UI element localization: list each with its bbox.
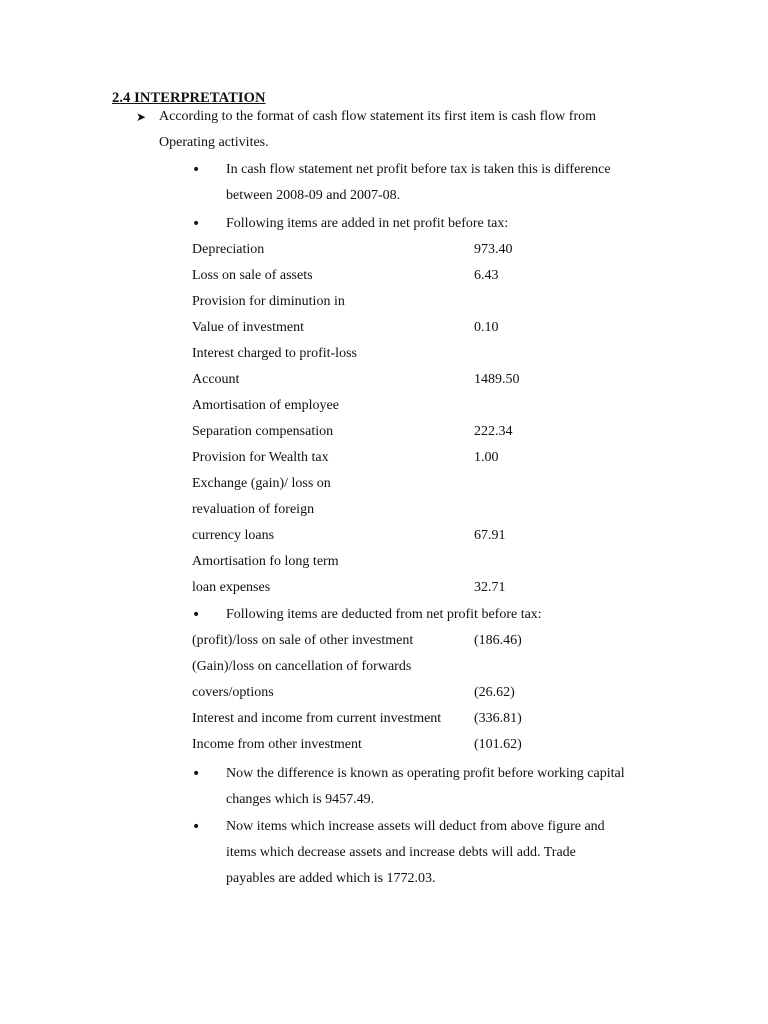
added-item-label: Separation compensation bbox=[192, 424, 334, 439]
bullet-4-line-1: Now the difference is known as operating profit before working capital bbox=[226, 766, 625, 781]
bullet-5-line-1: Now items which increase assets will deduct from above figure and bbox=[226, 819, 605, 834]
deducted-item-amount: (101.62) bbox=[474, 737, 522, 752]
bullet-2-text: Following items are added in net profit before tax: bbox=[226, 216, 509, 231]
added-item-amount: 67.91 bbox=[474, 528, 506, 543]
added-item-label: Amortisation of employee bbox=[192, 398, 339, 413]
intro-line-1: According to the format of cash flow statement its first item is cash flow from bbox=[159, 109, 597, 124]
added-item-label: Value of investment bbox=[192, 320, 304, 335]
bullet-3-text: Following items are deducted from net profit before tax: bbox=[226, 607, 542, 622]
intro-line-2: Operating activites. bbox=[159, 135, 269, 150]
bullet-dot-icon: • bbox=[192, 819, 201, 835]
added-item-label: Loss on sale of assets bbox=[192, 268, 313, 283]
added-item-label: Interest charged to profit-loss bbox=[192, 346, 357, 361]
bullet-4-line-2: changes which is 9457.49. bbox=[226, 792, 375, 807]
added-item-amount: 1489.50 bbox=[474, 372, 520, 387]
deducted-item-label: Interest and income from current investment bbox=[192, 711, 442, 726]
bullet-dot-icon: • bbox=[192, 766, 201, 782]
section-heading: 2.4 INTERPRETATION bbox=[112, 90, 266, 106]
added-item-amount: 973.40 bbox=[474, 242, 513, 257]
bullet-dot-icon: • bbox=[192, 162, 201, 178]
bullet-5-line-3: payables are added which is 1772.03. bbox=[226, 871, 436, 886]
added-item-amount: 6.43 bbox=[474, 268, 499, 283]
bullet-5-line-2: items which decrease assets and increase debts will add. Trade bbox=[226, 845, 576, 860]
added-item-label: Amortisation fo long term bbox=[192, 554, 339, 569]
added-item-label: Provision for diminution in bbox=[192, 294, 345, 309]
deducted-item-label: Income from other investment bbox=[192, 737, 362, 752]
added-item-label: Account bbox=[192, 372, 240, 387]
added-item-label: loan expenses bbox=[192, 580, 271, 595]
deducted-item-label: (profit)/loss on sale of other investment bbox=[192, 633, 414, 648]
bullet-dot-icon: • bbox=[192, 216, 201, 232]
bullet-dot-icon: • bbox=[192, 607, 201, 623]
arrow-bullet-icon: ➤ bbox=[136, 110, 147, 124]
bullet-1-line-1: In cash flow statement net profit before tax is taken this is difference bbox=[226, 162, 611, 177]
added-item-amount: 32.71 bbox=[474, 580, 506, 595]
added-item-amount: 0.10 bbox=[474, 320, 499, 335]
added-item-label: Provision for Wealth tax bbox=[192, 450, 329, 465]
deducted-item-amount: (336.81) bbox=[474, 711, 522, 726]
deducted-item-label: (Gain)/loss on cancellation of forwards bbox=[192, 659, 412, 674]
bullet-1-line-2: between 2008-09 and 2007-08. bbox=[226, 188, 401, 203]
deducted-item-amount: (26.62) bbox=[474, 685, 515, 700]
added-item-label: currency loans bbox=[192, 528, 275, 543]
added-item-label: Depreciation bbox=[192, 242, 265, 257]
added-item-label: Exchange (gain)/ loss on bbox=[192, 476, 331, 491]
added-item-amount: 1.00 bbox=[474, 450, 499, 465]
deducted-item-amount: (186.46) bbox=[474, 633, 522, 648]
added-item-amount: 222.34 bbox=[474, 424, 513, 439]
deducted-item-label: covers/options bbox=[192, 685, 274, 700]
added-item-label: revaluation of foreign bbox=[192, 502, 315, 517]
